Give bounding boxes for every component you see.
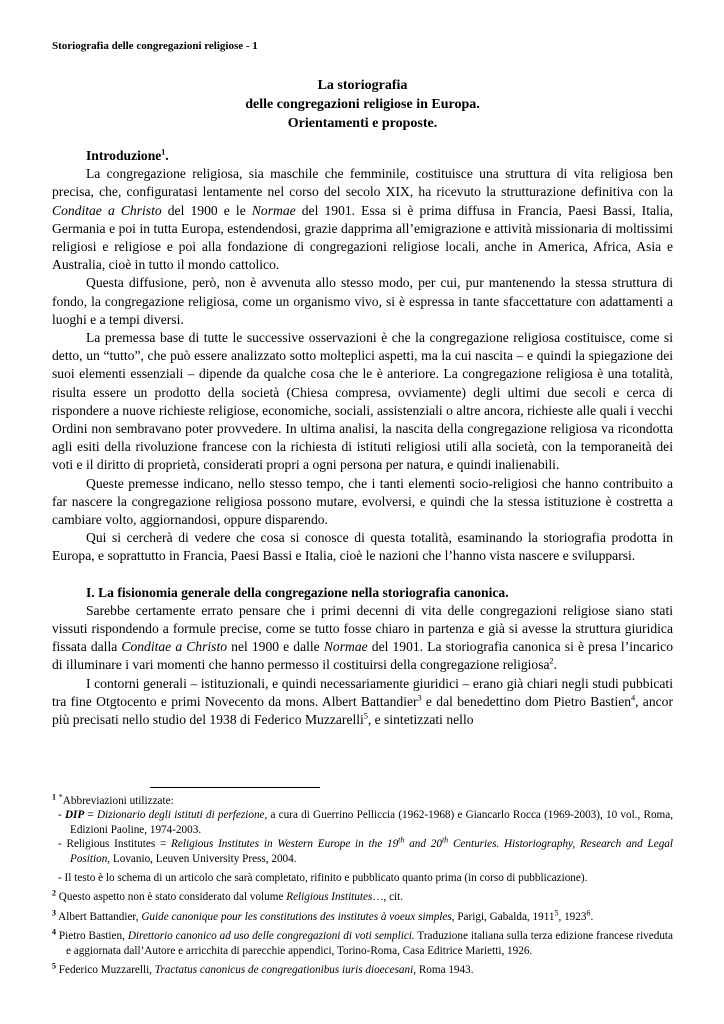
fn5-text-c: , Roma 1943. — [413, 964, 474, 977]
footnote-3 — [52, 910, 673, 924]
paragraph-7 — [52, 675, 673, 730]
footnote-ref-5[interactable]: 5 — [363, 711, 368, 721]
fn3-text-a: Albert Battandier, — [56, 910, 142, 923]
p1-italic-normae: Normae — [251, 202, 296, 218]
p6-text-e: del 1901. La storiografia canonica si è presa l’incarico di illuminare i vari momenti che hanno permesso il costituirsi della congregazione religiosa — [52, 639, 673, 673]
paragraph-2: Questa diffusione, però, non è avvenuta allo stesso modo, per cui, pur mantenendo la stessa struttura di fondo, la congregazione religiosa, come un organismo vivo, si è espressa in tante sfaccettature con adattamenti a luoghi e a tempi diversi. — [52, 275, 673, 327]
fn1-ri-rest: Lovanio, Leuven University Press, 2004. — [110, 852, 297, 865]
p7-text-c: , ancor più precisati nello studio del 1938 di Federico Muzzarelli — [52, 693, 673, 728]
paragraph-1 — [52, 165, 673, 274]
fn3-sup1: 5 — [554, 908, 559, 918]
fn1-dip-title: Dizionario degli istituti di perfezione — [96, 809, 265, 822]
footnote-5 — [52, 963, 673, 977]
title-line-2: delle congregazioni religiose in Europa. — [245, 97, 480, 112]
title-line-1: La storiografia — [317, 78, 408, 93]
footnote-4 — [52, 929, 673, 958]
fn1-dip-key: DIP — [64, 809, 85, 822]
fn4-text-a: Pietro Bastien, — [56, 930, 128, 943]
fn5-text-a: Federico Muzzarelli, — [56, 964, 155, 977]
fn3-text-d: , 1923 — [558, 910, 587, 923]
document-title — [52, 76, 673, 133]
p7-text-d: , e sintetizzati nello — [367, 712, 474, 728]
p1-text-e: del 1901. Essa si è prima diffusa in Francia, Paesi Bassi, Italia, Germania e poi in tutta Europa, estendendosi, grazie dapprima all’emigrazione e attività missionaria di moltissimi religiosi e religiose e poi alla fondazione di congregazioni religiose locali, anche in America, Africa, Asia e Australia, cioè in tutto il mondo cattolico. — [52, 202, 673, 273]
fn2-italic: Religious Institutes — [286, 891, 373, 904]
fn1-dip-rest: , a cura di Guerrino Pelliccia (1962-1968) e Giancarlo Rocca (1969-2003), 10 vol., Roma, Edizioni Paoline, 1974-2003. — [70, 809, 673, 836]
p1-text-c: del 1900 e le — [161, 202, 252, 218]
footnote-3-number: 3 — [52, 908, 56, 918]
fn3-text-e: . — [590, 910, 594, 923]
fn1-ri-sup2: th — [441, 835, 449, 845]
p1-text-a: La congregazione religiosa, sia maschile che femminile, costituisce una struttura di vita religiosa ben precisa, che, configuratasi lentamente nel corso del secolo XIX, ha ricevuto la strutturazione definitiva con la — [52, 166, 673, 200]
intro-heading-text: Introduzione — [86, 148, 162, 163]
fn4-text-c: Traduzione italiana sulla terza edizione francese riveduta e aggiornata dall’Autore e arricchita di parecchie appendici, Torino-Roma, Casa Editrice Marietti, 1926. — [66, 930, 673, 957]
fn1-dip-dash: - — [58, 809, 65, 822]
footnote-1-religious-institutes — [58, 837, 673, 866]
footnote-2 — [52, 890, 673, 904]
p1-italic-conditae: Conditae a Christo — [52, 202, 162, 218]
fn1-ri-title-c: Centuries. Historiography, Research and Legal Position, — [70, 838, 673, 865]
p6-text-a: Sarebbe certamente errato pensare che i primi decenni di vita delle congregazioni religiose siano stati vissuti rispondendo a formule precise, come se tutto fosse chiaro in partenza e già si avesse la struttura giuridica fissata dalla — [52, 602, 673, 655]
intro-heading: Introduzione$^1$. — [86, 147, 169, 163]
p6-text-f: . — [553, 657, 557, 673]
fn2-text-c: …, cit. — [372, 891, 404, 904]
fn5-italic: Tractatus canonicus de congregationibus iuris dioecesani — [154, 964, 414, 977]
fn4-italic: Direttorio canonico ad uso delle congregazioni di voti semplici. — [127, 930, 415, 943]
p7-text-b: e dal benedettino dom Pietro Bastien — [421, 693, 632, 709]
footnote-1 — [52, 794, 673, 808]
p7-text-a: I contorni generali – istituzionali, e quindi necessariamente giuridici – erano già chiari negli studi pubbicati tra fine Otgtocento e primi Novecento da mons. Albert Battandier — [52, 675, 673, 709]
fn3-sup2: 6 — [586, 908, 591, 918]
footnote-1-label: Abbreviazioni utilizzate: — [62, 795, 174, 807]
paragraph-5: Qui si cercherà di vedere che cosa si conosce di questa totalità, esaminando la storiografia prodotta in Europa, e soprattutto in Francia, Paesi Bassi e Italia, cioè le nazioni che l’hanno vista nascere e svilupparsi. — [52, 530, 673, 564]
section-1-heading: I. La fisionomia generale della congregazione nella storiografia canonica. — [86, 584, 509, 600]
footnotes — [52, 794, 673, 982]
title-line-3: Orientamenti e proposte. — [287, 116, 438, 131]
footnote-1-dip — [58, 808, 673, 837]
fn2-text-a: Questo aspetto non è stato considerato dal volume — [56, 891, 287, 904]
fn3-italic: Guide canonique pour les constitutions des institutes à voeux simples, — [141, 910, 455, 923]
document-page — [52, 40, 673, 729]
footnote-1-note: - Il testo è lo schema di un articolo che sarà completato, rifinito e pubblicato quanto prima (in corso di pubblicazione). — [58, 872, 588, 885]
footnote-4-number: 4 — [52, 927, 56, 937]
p6-text-c: nel 1900 e dalle — [227, 639, 324, 655]
footnote-separator — [150, 787, 320, 788]
fn1-ri-sup1: th — [398, 835, 405, 845]
body-text — [52, 147, 673, 729]
paragraph-4: Queste premesse indicano, nello stesso tempo, che i tanti elementi socio-religiosi che hanno contribuito a far nascere la congregazione religiosa possono mutare, evolversi, e quindi che la stessa istituzione è costretta a cambiare volto, aggiornandosi, oppure disparendo. — [52, 475, 673, 528]
footnote-2-number: 2 — [52, 888, 56, 898]
footnote-1-star: * — [58, 792, 63, 802]
fn1-dip-eq: = — [84, 809, 97, 822]
footnote-ref-4[interactable]: 4 — [631, 693, 636, 703]
fn1-ri-title-b: and 20 — [404, 838, 442, 851]
p6-italic-normae: Normae — [323, 639, 368, 655]
footnote-5-number: 5 — [52, 961, 56, 971]
running-header: Storiografia delle congregazioni religiose - 1 — [52, 40, 258, 52]
footnote-1-number: 1 — [52, 792, 56, 802]
fn1-ri-prefix: - Religious Institutes = — [58, 838, 172, 851]
footnote-ref-2[interactable]: 2 — [549, 656, 554, 666]
paragraph-3: La premessa base di tutte le successive osservazioni è che la congregazione religiosa costituisce, come si detto, un “tutto”, che può essere analizzato sotto molteplici aspetti, ma la cui nascita – e quindi la spiegazione dei suoi elementi essenziali – dipende da qualche cosa che le è anteriore. La congregazione religiosa è una totalità, risulta essere un prodotto della società (Chiesa compresa, ovviamente) degli ultimi due secoli e cerca di rispondere a nuove richieste religiose, economiche, sociali, assistenziali o altre ancora, richieste alle quali i vecchi Ordini non sembravano poter provvedere. In ultima analisi, la nascita della congregazione religiosa va ricondotta agli esiti della rivoluzione francese con la richiesta di istituti religiosi utili alla società, con la temporaneità dei voti e il diritto di proprietà, considerati propri a ogni persona per natura, e quindi inalienabili. — [52, 330, 673, 473]
fn1-ri-title-a: Religious Institutes in Western Europe in the 19 — [171, 838, 399, 851]
footnote-ref-1[interactable]: 1 — [161, 147, 166, 157]
fn3-text-c: Parigi, Gabalda, 1911 — [454, 910, 555, 923]
footnote-ref-3[interactable]: 3 — [417, 693, 422, 703]
paragraph-6 — [52, 602, 673, 675]
p6-italic-conditae: Conditae a Christo — [121, 639, 228, 655]
section-gap — [52, 566, 673, 584]
